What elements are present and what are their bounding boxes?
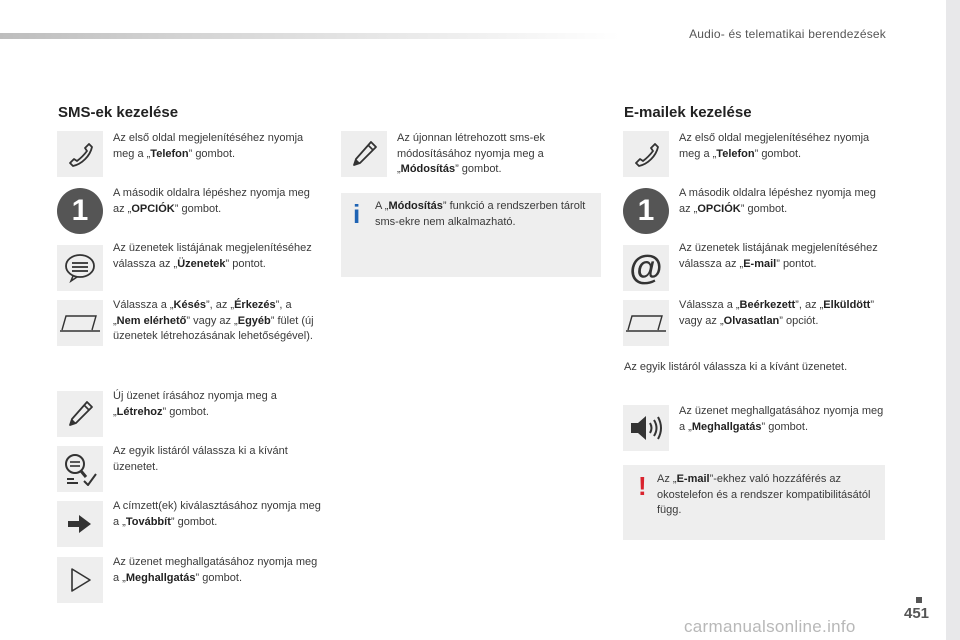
info-note-text: A „Módosítás” funkció a rendszerben tárolt sms-ekre nem alkalmazható. bbox=[375, 200, 586, 228]
message-list-icon bbox=[57, 245, 103, 291]
warning-icon: ! bbox=[638, 471, 647, 501]
footer-marker bbox=[916, 597, 922, 603]
at-sign-icon bbox=[623, 245, 669, 291]
email-step-opciok: A második oldalra lépéshez nyomja meg az „OPCIÓK” gombot. bbox=[679, 187, 876, 215]
speaker-icon bbox=[623, 405, 669, 451]
email-step-telefon: Az első oldal megjelenítéséhez nyomja meg a „Telefon” gombot. bbox=[679, 132, 870, 160]
play-icon bbox=[57, 557, 103, 603]
email-step-tabs: Válassza a „Beérkezett”, az „Elküldött” vagy az „Olvasatlan” opciót. bbox=[679, 299, 875, 327]
sms-step-meghallgatas: Az üzenet meghallgatásához nyomja meg a „Meghallgatás” gombot. bbox=[113, 556, 318, 584]
tab-icon bbox=[623, 300, 669, 346]
step-number-badge: 1 bbox=[623, 188, 669, 234]
warning-note-text: Az „E-mail”-ekhez való hozzáférés az okostelefon és a rendszer kompatibilitásától függ. bbox=[657, 473, 871, 516]
sms-step-modositas: Az újonnan létrehozott sms-ek módosításához nyomja meg a „Módosítás” gombot. bbox=[397, 132, 545, 175]
sms-section-title: SMS-ek kezelése bbox=[58, 104, 179, 121]
tab-icon bbox=[57, 300, 103, 346]
watermark: carmanualsonline.info bbox=[684, 617, 856, 636]
sms-step-telefon: Az első oldal megjelenítéséhez nyomja meg a „Telefon” gombot. bbox=[113, 132, 304, 160]
sms-step-letrehoz: Új üzenet írásához nyomja meg a „Létrehoz” gombot. bbox=[113, 390, 277, 418]
sms-step-tabs: Válassza a „Késés”, az „Érkezés”, a „Nem elérhető” vagy az „Egyéb” fület (új üzenetek létrehozásának lehetőségével). bbox=[113, 299, 314, 342]
phone-icon bbox=[57, 131, 103, 177]
info-note-box bbox=[341, 193, 601, 277]
step-number-badge: 1 bbox=[57, 188, 103, 234]
pencil-edit-icon bbox=[341, 131, 387, 177]
forward-icon bbox=[57, 501, 103, 547]
sms-step-tovabbit: A címzett(ek) kiválasztásához nyomja meg a „Továbbít” gombot. bbox=[113, 500, 321, 528]
email-step-select-message: Az egyik listáról válassza ki a kívánt üzenetet. bbox=[624, 361, 848, 373]
phone-icon bbox=[623, 131, 669, 177]
info-icon: i bbox=[353, 199, 361, 229]
email-section-title: E-mailek kezelése bbox=[624, 104, 752, 121]
sms-step-select-message: Az egyik listáról válassza ki a kívánt üzenetet. bbox=[113, 445, 288, 473]
running-head: Audio- és telematikai berendezések bbox=[689, 27, 886, 41]
warning-note-box bbox=[623, 465, 885, 540]
sms-step-opciok: A második oldalra lépéshez nyomja meg az „OPCIÓK” gombot. bbox=[113, 187, 310, 215]
at-sign-glyph: @ bbox=[629, 249, 663, 287]
email-step-meghallgatas: Az üzenet meghallgatásához nyomja meg a „Meghallgatás” gombot. bbox=[679, 405, 884, 433]
page-edge-strip bbox=[946, 0, 960, 640]
sms-step-uzenetek: Az üzenetek listájának megjelenítéséhez válassza az „Üzenetek” pontot. bbox=[113, 242, 312, 270]
page-number: 451 bbox=[904, 605, 930, 622]
pencil-icon bbox=[57, 391, 103, 437]
header-gradient-bar bbox=[0, 33, 620, 39]
message-select-icon bbox=[57, 446, 103, 492]
email-step-email: Az üzenetek listájának megjelenítéséhez válassza az „E-mail” pontot. bbox=[679, 242, 878, 270]
